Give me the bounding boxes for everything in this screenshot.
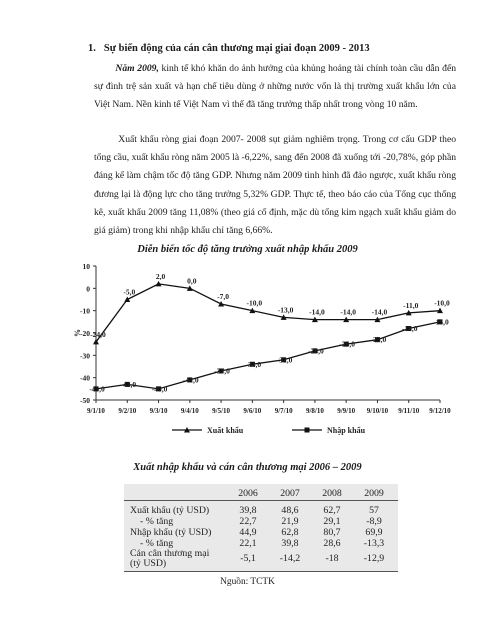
paragraph-1-lead: Năm 2009, xyxy=(115,63,159,74)
table-year-header: 2006 xyxy=(238,488,258,499)
import-data-label: -18,0 xyxy=(401,324,418,334)
x-tick-label: 9/7/10 xyxy=(274,407,293,415)
export-data-label: -5,0 xyxy=(123,287,136,297)
y-tick-label: 0 xyxy=(86,284,90,294)
table-year-header: 2009 xyxy=(364,488,384,499)
x-tick-label: 9/12/10 xyxy=(429,407,451,415)
legend-import-label: Nhập khẩu xyxy=(327,426,366,435)
export-data-label: -10,0 xyxy=(246,298,263,308)
table-cell: 62,8 xyxy=(281,527,299,538)
y-tick-label: -40 xyxy=(80,373,90,383)
x-tick-label: 9/8/10 xyxy=(305,407,324,415)
legend-import-marker xyxy=(305,428,310,433)
table-cell: -14,2 xyxy=(279,553,301,564)
table-row-label: Xuất khẩu (tỷ USD) xyxy=(130,505,210,516)
x-tick-label: 9/3/10 xyxy=(149,407,168,415)
import-data-label: -45,0 xyxy=(151,384,168,394)
section-title: Sự biến động của cán cân thương mại giai đoạn 2009 - 2013 xyxy=(103,43,370,54)
table-cell: 22,1 xyxy=(239,538,257,549)
import-data-label: -41,0 xyxy=(183,375,199,385)
x-tick-label: 9/5/10 xyxy=(212,407,231,415)
y-tick-label: -50 xyxy=(80,396,90,405)
table-cell: -8,9 xyxy=(366,516,382,527)
import-data-label: -37,0 xyxy=(214,366,230,376)
paragraph-1-text: kinh tế khó khăn do ảnh hưởng của khủng hoảng tài chính toàn cầu dẫn đến sự đình trệ sản xuất và hạn chế tiêu dùng ở những nước vốn là thị trường xuất khẩu lớn của Việt Nam. Nền kinh tế Việt Nam vì thế đã tăng trưởng thấp nhất trong vòng 10 năm. xyxy=(94,63,457,111)
table-row-label: Nhập khẩu (tỷ USD) xyxy=(130,527,212,538)
export-data-label: -11,0 xyxy=(403,300,419,310)
y-tick-label: -30 xyxy=(80,351,90,361)
chart-title: Diễn biến tốc độ tăng trưởng xuất nhập khẩu 2009 xyxy=(137,244,358,255)
table-cell: 80,7 xyxy=(323,527,341,538)
section-number: 1. xyxy=(88,43,96,54)
export-data-label: -13,0 xyxy=(277,305,294,315)
import-data-label: -15,0 xyxy=(433,317,449,327)
growth-line-chart xyxy=(60,258,460,448)
export-data-label: -7,0 xyxy=(217,291,230,301)
export-data-label: -24,0 xyxy=(90,329,106,339)
table-cell: 39,8 xyxy=(281,538,299,549)
table-year-header: 2007 xyxy=(280,488,300,499)
table-cell: -12,9 xyxy=(363,553,385,564)
x-tick-label: 9/9/10 xyxy=(337,407,356,415)
import-data-label: -43,0 xyxy=(120,379,137,389)
import-data-label: -23,0 xyxy=(370,335,387,345)
export-data-label: 2,0 xyxy=(155,271,166,281)
table-cell: 44,9 xyxy=(239,527,257,538)
table-cell: -5,1 xyxy=(240,553,256,564)
x-tick-label: 9/6/10 xyxy=(243,407,262,415)
table-cell: 21,9 xyxy=(281,516,299,527)
table-title: Xuất nhập khẩu và cán cân thương mại 2006 – 2009 xyxy=(133,462,362,473)
section-heading xyxy=(88,43,370,54)
x-tick-label: 9/4/10 xyxy=(180,407,199,415)
table-cell: 39,8 xyxy=(239,505,257,516)
x-tick-label: 9/10/10 xyxy=(366,407,389,415)
table-cell: -18 xyxy=(325,553,339,564)
y-tick-label: -20 xyxy=(80,329,90,338)
export-point xyxy=(218,301,224,307)
export-data-label: 0,0 xyxy=(187,276,197,286)
table-cell: 22,7 xyxy=(239,516,257,527)
table-cell: 29,1 xyxy=(323,516,341,527)
legend-export-label: Xuất khẩu xyxy=(207,426,244,435)
import-data-label: -34,0 xyxy=(245,359,262,369)
trade-table xyxy=(124,484,398,572)
import-data-label: -25,0 xyxy=(339,339,355,349)
table-bottom-rule xyxy=(124,571,398,572)
y-axis-label: % xyxy=(73,329,82,337)
table-header-rule xyxy=(124,500,398,501)
paragraph-1 xyxy=(94,60,456,115)
x-tick-label: 9/1/10 xyxy=(87,407,105,415)
import-series-line xyxy=(96,322,440,389)
x-tick-label: 9/11/10 xyxy=(398,407,420,415)
paragraph-2 xyxy=(94,131,456,240)
table-source: Nguồn: TCTK xyxy=(220,577,275,587)
export-point xyxy=(124,297,130,303)
table-cell: 28,6 xyxy=(323,538,341,549)
table-row-label: - % tăng xyxy=(140,538,174,549)
import-data-label: -32,0 xyxy=(276,355,293,365)
export-data-label: -14,0 xyxy=(340,307,356,317)
y-tick-label: 10 xyxy=(82,262,90,271)
table-row-label: - % tăng xyxy=(140,516,174,527)
paragraph-2-text: Xuất khẩu ròng giai đoạn 2007- 2008 sụt giảm nghiêm trọng. Trong cơ cấu GDP theo tổng cầu, xuất khẩu ròng năm 2005 là -6,22%, sang đến 2008 đã xuống tới -20,78%, góp phần đáng kể làm chậm tốc độ tăng GDP. Nhưng năm 2009 tình hình đã đảo ngược, xuất khẩu ròng đương lại là động lực cho tăng trưởng 5,32% GDP. Thực tế, theo báo cáo của Tổng cục thống kê, xuất khẩu 2009 tăng 11,08% (theo giá cố định, mặc dù tổng kim ngạch xuất khẩu giảm do giá giảm) trong khi nhập khẩu chỉ tăng 6,66%. xyxy=(94,134,457,237)
x-tick-label: 9/2/10 xyxy=(118,407,137,415)
export-data-label: -14,0 xyxy=(371,307,388,317)
table-year-header: 2008 xyxy=(322,488,342,499)
table-cell: 57 xyxy=(369,505,379,516)
export-data-label: -10,0 xyxy=(434,298,450,308)
table-row-label: Cán cân thương mại xyxy=(130,548,210,559)
import-data-label: -45,0 xyxy=(89,384,105,394)
import-data-label: -28,0 xyxy=(308,346,324,356)
table-cell: 48,6 xyxy=(281,505,299,516)
y-tick-label: -10 xyxy=(80,306,90,316)
table-cell: 69,9 xyxy=(365,527,383,538)
table-cell: -13,3 xyxy=(363,538,385,549)
export-data-label: -14,0 xyxy=(309,307,325,317)
table-cell: 62,7 xyxy=(323,505,341,516)
table-row-label-unit: (tỷ USD) xyxy=(130,558,167,569)
